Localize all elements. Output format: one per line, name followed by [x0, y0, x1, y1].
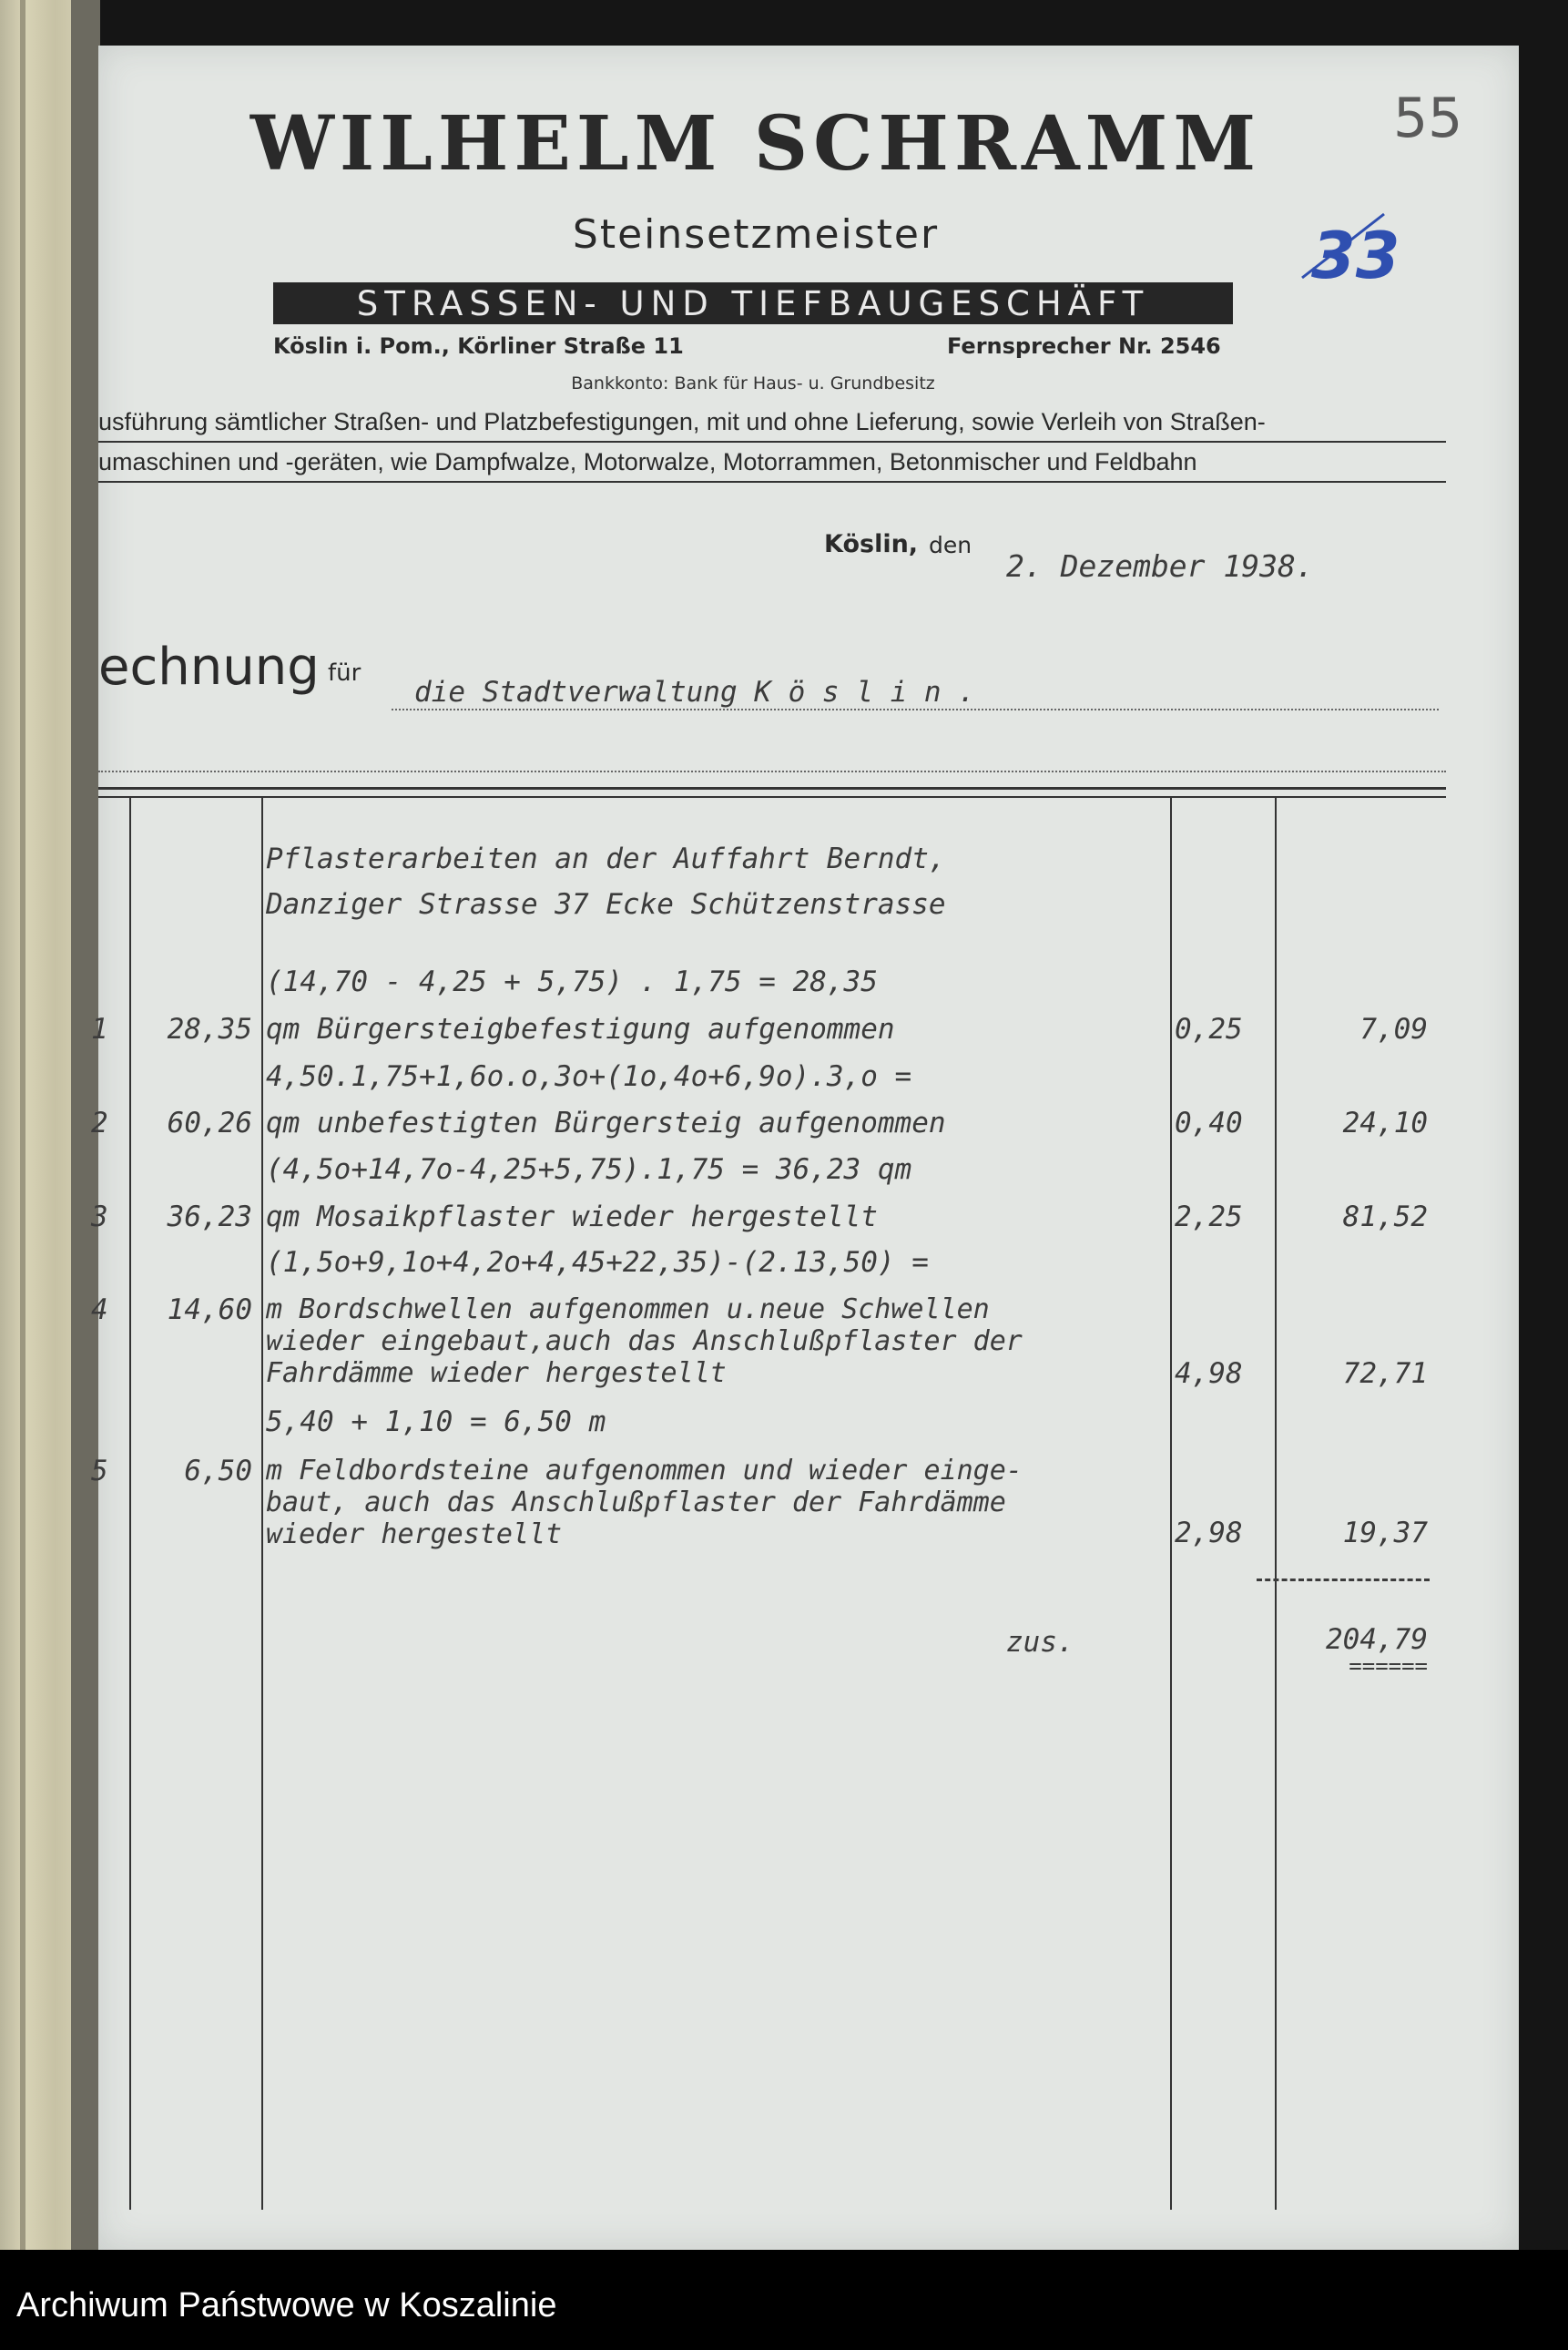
- amount-cell: 81,52: [1342, 1201, 1428, 1233]
- work-description-line-2: Danziger Strasse 37 Ecke Schützenstrasse: [266, 888, 946, 921]
- description-line: m Bordschwellen aufgenommen u.neue Schwellen: [266, 1293, 990, 1325]
- calc-line: (1,5o+9,1o+4,2o+4,45+22,35)-(2.13,50) =: [266, 1246, 929, 1279]
- column-rule-pos: [129, 798, 131, 2210]
- quantity-cell: 36,23: [167, 1201, 252, 1233]
- position-number: 1: [91, 1013, 108, 1046]
- invoice-date: 2. Dezember 1938.: [1006, 548, 1314, 584]
- table-top-rule-2: [98, 796, 1446, 798]
- unit-price-cell: 2,98: [1175, 1517, 1243, 1549]
- calc-line: (4,5o+14,7o-4,25+5,75).1,75 = 36,23 qm: [266, 1153, 912, 1186]
- calc-line: (14,70 - 4,25 + 5,75) . 1,75 = 28,35: [266, 966, 878, 998]
- total-amount: 204,79: [1326, 1623, 1428, 1656]
- second-dotted-line: [98, 771, 1446, 772]
- recipient-dotted-line: [392, 709, 1439, 710]
- description-line: baut, auch das Anschlußpflaster der Fahrdämme: [266, 1487, 1006, 1518]
- table-top-rule: [98, 787, 1446, 790]
- bank-account: Bankkonto: Bank für Haus- u. Grundbesitz: [571, 373, 935, 393]
- description-line: qm unbefestigten Bürgersteig aufgenommen: [266, 1107, 946, 1139]
- archive-credit: Archiwum Państwowe w Koszalinie: [16, 2286, 557, 2324]
- page-number-annotation: 55: [1393, 87, 1463, 150]
- column-rule-qty: [261, 798, 263, 2210]
- amount-cell: 7,09: [1359, 1013, 1428, 1046]
- calc-line: 5,40 + 1,10 = 6,50 m: [266, 1405, 606, 1438]
- amount-cell: 72,71: [1342, 1357, 1428, 1390]
- company-address: Köslin i. Pom., Körliner Straße 11: [273, 333, 684, 359]
- description-line: wieder hergestellt: [266, 1518, 563, 1550]
- position-number: 5: [91, 1455, 108, 1487]
- services-divider-1: [98, 441, 1446, 443]
- quantity-cell: 60,26: [167, 1107, 252, 1139]
- unit-price-cell: 2,25: [1175, 1201, 1243, 1233]
- column-rule-amount: [1275, 798, 1277, 2210]
- amount-cell: 19,37: [1342, 1517, 1428, 1549]
- column-rule-price: [1170, 798, 1172, 2210]
- description-line: qm Bürgersteigbefestigung aufgenommen: [266, 1013, 895, 1046]
- invoice-fuer: für: [328, 659, 361, 687]
- company-phone: Fernsprecher Nr. 2546: [947, 333, 1221, 359]
- services-divider-2: [98, 481, 1446, 483]
- date-den: den: [929, 532, 972, 558]
- quantity-cell: 14,60: [167, 1293, 252, 1326]
- total-double-underline: ======: [1349, 1653, 1428, 1679]
- amount-cell: 24,10: [1342, 1107, 1428, 1139]
- description-line: m Feldbordsteine aufgenommen und wieder einge-: [266, 1455, 1023, 1487]
- blue-pencil-number: 33: [1311, 219, 1400, 293]
- position-number: 2: [91, 1107, 108, 1139]
- description-line: wieder eingebaut,auch das Anschlußpflaster der: [266, 1325, 1023, 1357]
- services-line-1: usführung sämtlicher Straßen- und Platzbefestigungen, mit und ohne Lieferung, sowie Verleih von Straßen-: [98, 408, 1266, 435]
- date-place: Köslin,: [824, 530, 919, 558]
- quantity-cell: 6,50: [184, 1455, 252, 1487]
- unit-price-cell: 4,98: [1175, 1357, 1243, 1390]
- invoice-recipient: die Stadtverwaltung K ö s l i n .: [414, 676, 975, 709]
- company-name: WILHELM SCHRAMM: [249, 100, 1262, 188]
- quantity-cell: 28,35: [167, 1013, 252, 1046]
- business-banner-text: STRASSEN- UND TIEFBAUGESCHÄFT: [356, 283, 1150, 323]
- blue-pencil-strike: [1293, 205, 1393, 296]
- unit-price-cell: 0,25: [1175, 1013, 1243, 1046]
- position-number: 4: [91, 1293, 108, 1326]
- work-description-line-1: Pflasterarbeiten an der Auffahrt Berndt,: [266, 843, 946, 875]
- calc-line: 4,50.1,75+1,6o.o,3o+(1o,4o+6,9o).3,o =: [266, 1060, 912, 1093]
- unit-price-cell: 0,40: [1175, 1107, 1243, 1139]
- business-banner: [273, 282, 1233, 324]
- sum-rule: [1257, 1579, 1430, 1581]
- description-line: Fahrdämme wieder hergestellt: [266, 1357, 727, 1389]
- services-line-2: umaschinen und -geräten, wie Dampfwalze, Motorwalze, Motorrammen, Betonmischer und Feldbahn: [98, 448, 1197, 475]
- invoice-heading: echnung: [98, 638, 320, 697]
- company-title: Steinsetzmeister: [572, 211, 940, 258]
- position-number: 3: [91, 1201, 108, 1233]
- total-label: zus.: [1006, 1626, 1074, 1659]
- description-line: qm Mosaikpflaster wieder hergestellt: [266, 1201, 878, 1233]
